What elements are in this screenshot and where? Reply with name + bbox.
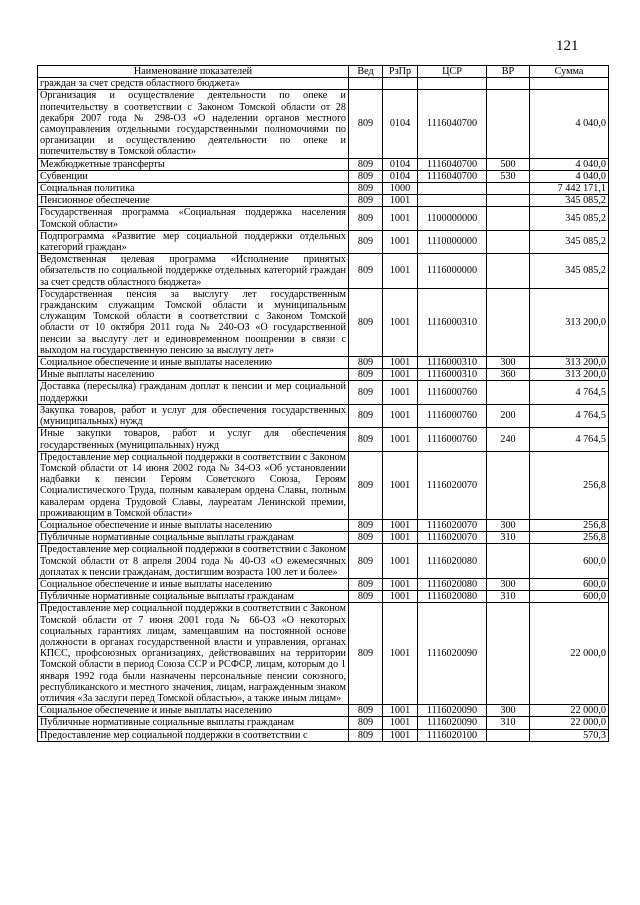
cell-vr <box>487 381 530 404</box>
cell-csr: 1116000310 <box>418 357 487 369</box>
table-row <box>38 183 609 195</box>
cell-name: Субвенции <box>38 170 349 182</box>
cell-name: Межбюджетные трансферты <box>38 158 349 170</box>
cell-csr: 1116000760 <box>418 428 487 451</box>
cell-ved: 809 <box>349 288 383 356</box>
cell-rzpr: 0104 <box>383 158 418 170</box>
cell-sum: 345 085,2 <box>530 254 609 289</box>
table-row <box>38 78 609 90</box>
cell-sum: 256,8 <box>530 519 609 531</box>
table-row <box>38 717 609 729</box>
cell-sum: 256,8 <box>530 532 609 544</box>
cell-csr: 1116020100 <box>418 729 487 741</box>
cell-sum: 313 200,0 <box>530 369 609 381</box>
cell-rzpr: 1001 <box>383 207 418 230</box>
cell-rzpr <box>383 78 418 90</box>
cell-vr <box>487 603 530 705</box>
header-sum: Сумма <box>530 66 609 78</box>
table-row <box>38 532 609 544</box>
cell-sum: 570,3 <box>530 729 609 741</box>
cell-vr: 300 <box>487 357 530 369</box>
cell-ved: 809 <box>349 578 383 590</box>
cell-sum: 7 442 171,1 <box>530 183 609 195</box>
cell-vr: 240 <box>487 428 530 451</box>
cell-ved: 809 <box>349 729 383 741</box>
table-row <box>38 170 609 182</box>
cell-rzpr: 1001 <box>383 519 418 531</box>
table-header-row <box>38 66 609 78</box>
cell-vr <box>487 254 530 289</box>
cell-sum: 22 000,0 <box>530 705 609 717</box>
cell-name: Предоставление мер социальной поддержки в соответствии с Законом Томской области от 7 июня 2001 года № 66-ОЗ «О некоторых социальных гарантиях лицам, замещавшим на постоянной основе должности в органах государственной власти и управления, органах КПСС, профсоюзных организациях, действовавших на территории Томской области в период Союза ССР и РСФСР, лицам, которым до 1 января 1992 года были назначены персональные пенсии союзного, республиканского и местного значения, лицам, награжденным знаком отличия «За заслуги перед Томской областью», а также иным лицам» <box>38 603 349 705</box>
cell-sum: 345 085,2 <box>530 195 609 207</box>
cell-name: Ведомственная целевая программа «Исполнение принятых обязательств по социальной поддержке отдельных категорий граждан за счет средств областного бюджета» <box>38 254 349 289</box>
cell-name: Социальное обеспечение и иные выплаты населению <box>38 357 349 369</box>
cell-csr: 1116020080 <box>418 544 487 579</box>
cell-sum: 600,0 <box>530 591 609 603</box>
cell-csr: 1100000000 <box>418 207 487 230</box>
cell-name: Публичные нормативные социальные выплаты гражданам <box>38 532 349 544</box>
cell-rzpr: 1001 <box>383 230 418 253</box>
header-csr: ЦСР <box>418 66 487 78</box>
cell-ved: 809 <box>349 183 383 195</box>
cell-rzpr: 1001 <box>383 532 418 544</box>
cell-sum: 4 764,5 <box>530 381 609 404</box>
cell-sum: 600,0 <box>530 544 609 579</box>
cell-vr: 310 <box>487 717 530 729</box>
table-row <box>38 705 609 717</box>
table-row <box>38 90 609 158</box>
cell-csr: 1116000310 <box>418 288 487 356</box>
cell-rzpr: 1001 <box>383 404 418 427</box>
table-row <box>38 381 609 404</box>
cell-vr: 300 <box>487 705 530 717</box>
cell-ved: 809 <box>349 254 383 289</box>
cell-sum: 4 040,0 <box>530 90 609 158</box>
cell-csr: 1110000000 <box>418 230 487 253</box>
cell-rzpr: 1001 <box>383 591 418 603</box>
cell-rzpr: 1001 <box>383 729 418 741</box>
table-row <box>38 451 609 519</box>
cell-sum: 313 200,0 <box>530 357 609 369</box>
cell-sum: 4 040,0 <box>530 158 609 170</box>
table-row <box>38 544 609 579</box>
cell-name: Предоставление мер социальной поддержки в соответствии с <box>38 729 349 741</box>
cell-csr: 1116000760 <box>418 404 487 427</box>
cell-vr <box>487 544 530 579</box>
cell-ved: 809 <box>349 717 383 729</box>
cell-rzpr: 1001 <box>383 717 418 729</box>
header-ved: Вед <box>349 66 383 78</box>
cell-sum: 4 764,5 <box>530 404 609 427</box>
cell-rzpr: 1001 <box>383 381 418 404</box>
cell-name: Пенсионное обеспечение <box>38 195 349 207</box>
cell-vr <box>487 90 530 158</box>
cell-csr: 1116040700 <box>418 158 487 170</box>
cell-rzpr: 1001 <box>383 195 418 207</box>
cell-ved: 809 <box>349 544 383 579</box>
table-row <box>38 578 609 590</box>
cell-sum: 345 085,2 <box>530 230 609 253</box>
cell-sum: 22 000,0 <box>530 603 609 705</box>
cell-name: Социальное обеспечение и иные выплаты населению <box>38 578 349 590</box>
cell-ved: 809 <box>349 170 383 182</box>
cell-ved: 809 <box>349 451 383 519</box>
cell-vr <box>487 729 530 741</box>
cell-sum: 22 000,0 <box>530 717 609 729</box>
cell-csr: 1116020080 <box>418 578 487 590</box>
cell-ved: 809 <box>349 195 383 207</box>
budget-table <box>37 65 609 742</box>
cell-name: Публичные нормативные социальные выплаты гражданам <box>38 591 349 603</box>
cell-name: Иные выплаты населению <box>38 369 349 381</box>
cell-rzpr: 0104 <box>383 90 418 158</box>
table-row <box>38 603 609 705</box>
cell-name: Предоставление мер социальной поддержки в соответствии с Законом Томской области от 8 апреля 2004 года № 40-ОЗ «О ежемесячных доплатах к пенсии гражданам, достигшим возраста 100 лет и более» <box>38 544 349 579</box>
cell-csr: 1116000310 <box>418 369 487 381</box>
cell-csr: 1116020070 <box>418 519 487 531</box>
page-number: 121 <box>556 38 579 54</box>
cell-name: Государственная пенсия за выслугу лет государственным гражданским служащим Томской области и муниципальным служащим Томской области в соответствии с Законом Томской области от 10 октября 2011 года № 240-ОЗ «О государственной пенсии за выслугу лет и единовременном поощрении в связи с выходом на государственную пенсию за выслугу лет» <box>38 288 349 356</box>
table-row <box>38 369 609 381</box>
cell-rzpr: 1001 <box>383 288 418 356</box>
cell-ved: 809 <box>349 357 383 369</box>
cell-name: Иные закупки товаров, работ и услуг для обеспечения государственных (муниципальных) нужд <box>38 428 349 451</box>
cell-vr <box>487 207 530 230</box>
cell-sum: 4 764,5 <box>530 428 609 451</box>
cell-rzpr: 1001 <box>383 451 418 519</box>
cell-ved: 809 <box>349 90 383 158</box>
cell-sum: 313 200,0 <box>530 288 609 356</box>
table-row <box>38 591 609 603</box>
cell-vr: 500 <box>487 158 530 170</box>
table-row <box>38 357 609 369</box>
cell-csr: 1116020080 <box>418 591 487 603</box>
cell-rzpr: 1001 <box>383 369 418 381</box>
table-row <box>38 207 609 230</box>
cell-vr <box>487 288 530 356</box>
table-row <box>38 288 609 356</box>
cell-ved: 809 <box>349 591 383 603</box>
cell-vr: 300 <box>487 578 530 590</box>
cell-ved: 809 <box>349 158 383 170</box>
table-row <box>38 254 609 289</box>
cell-csr <box>418 195 487 207</box>
cell-vr: 200 <box>487 404 530 427</box>
header-name: Наименование показателей <box>38 66 349 78</box>
cell-vr <box>487 183 530 195</box>
cell-csr: 1116000760 <box>418 381 487 404</box>
cell-vr: 530 <box>487 170 530 182</box>
cell-name: Социальное обеспечение и иные выплаты населению <box>38 519 349 531</box>
cell-name: Закупка товаров, работ и услуг для обеспечения государственных (муниципальных) нужд <box>38 404 349 427</box>
table-row <box>38 195 609 207</box>
table-row <box>38 158 609 170</box>
cell-rzpr: 1001 <box>383 603 418 705</box>
cell-name: Предоставление мер социальной поддержки в соответствии с Законом Томской области от 14 июня 2002 года № 34-ОЗ «Об установлении надбавки к пенсии Героям Советского Союза, Героям Социалистического Труда, полным кавалерам ордена Славы, полным кавалерам ордена Трудовой Славы, лауреатам Ленинской премии, проживающим в Томской области» <box>38 451 349 519</box>
cell-csr: 1116020070 <box>418 532 487 544</box>
cell-sum <box>530 78 609 90</box>
cell-rzpr: 0104 <box>383 170 418 182</box>
cell-name: Организация и осуществление деятельности по опеке и попечительству в соответствии с Законом Томской области от 28 декабря 2007 года № 298-ОЗ «О наделении органов местного самоуправления отдельными государственными полномочиями по организации и осуществлению деятельности по опеке и попечительству в Томской области» <box>38 90 349 158</box>
cell-csr: 1116020090 <box>418 717 487 729</box>
cell-ved: 809 <box>349 532 383 544</box>
cell-sum: 600,0 <box>530 578 609 590</box>
cell-ved: 809 <box>349 428 383 451</box>
table-row <box>38 404 609 427</box>
cell-ved: 809 <box>349 381 383 404</box>
cell-csr: 1116020070 <box>418 451 487 519</box>
header-rzpr: РзПр <box>383 66 418 78</box>
cell-rzpr: 1001 <box>383 428 418 451</box>
cell-name: Социальная политика <box>38 183 349 195</box>
cell-ved: 809 <box>349 230 383 253</box>
cell-ved: 809 <box>349 705 383 717</box>
cell-ved: 809 <box>349 603 383 705</box>
cell-name: Доставка (пересылка) гражданам доплат к пенсии и мер социальной поддержки <box>38 381 349 404</box>
cell-name: Публичные нормативные социальные выплаты гражданам <box>38 717 349 729</box>
cell-csr <box>418 78 487 90</box>
table-row <box>38 519 609 531</box>
cell-sum: 4 040,0 <box>530 170 609 182</box>
cell-vr <box>487 230 530 253</box>
cell-ved: 809 <box>349 404 383 427</box>
cell-name: Государственная программа «Социальная поддержка населения Томской области» <box>38 207 349 230</box>
cell-rzpr: 1001 <box>383 578 418 590</box>
table-row <box>38 428 609 451</box>
cell-rzpr: 1001 <box>383 544 418 579</box>
cell-rzpr: 1000 <box>383 183 418 195</box>
cell-vr <box>487 78 530 90</box>
cell-rzpr: 1001 <box>383 357 418 369</box>
cell-csr: 1116040700 <box>418 170 487 182</box>
table-body <box>38 78 609 742</box>
header-vr: ВР <box>487 66 530 78</box>
cell-csr: 1116020090 <box>418 705 487 717</box>
cell-name: Подпрограмма «Развитие мер социальной поддержки отдельных категорий граждан» <box>38 230 349 253</box>
cell-vr: 310 <box>487 591 530 603</box>
cell-sum: 345 085,2 <box>530 207 609 230</box>
cell-csr: 1116000000 <box>418 254 487 289</box>
table-row <box>38 729 609 741</box>
cell-vr: 300 <box>487 519 530 531</box>
cell-ved <box>349 78 383 90</box>
cell-ved: 809 <box>349 207 383 230</box>
cell-name: Социальное обеспечение и иные выплаты населению <box>38 705 349 717</box>
cell-sum: 256,8 <box>530 451 609 519</box>
cell-ved: 809 <box>349 369 383 381</box>
cell-vr <box>487 195 530 207</box>
cell-csr: 1116040700 <box>418 90 487 158</box>
cell-ved: 809 <box>349 519 383 531</box>
cell-rzpr: 1001 <box>383 705 418 717</box>
cell-vr: 310 <box>487 532 530 544</box>
cell-rzpr: 1001 <box>383 254 418 289</box>
cell-vr: 360 <box>487 369 530 381</box>
cell-csr: 1116020090 <box>418 603 487 705</box>
cell-name: граждан за счет средств областного бюджета» <box>38 78 349 90</box>
table-row <box>38 230 609 253</box>
cell-vr <box>487 451 530 519</box>
cell-csr <box>418 183 487 195</box>
